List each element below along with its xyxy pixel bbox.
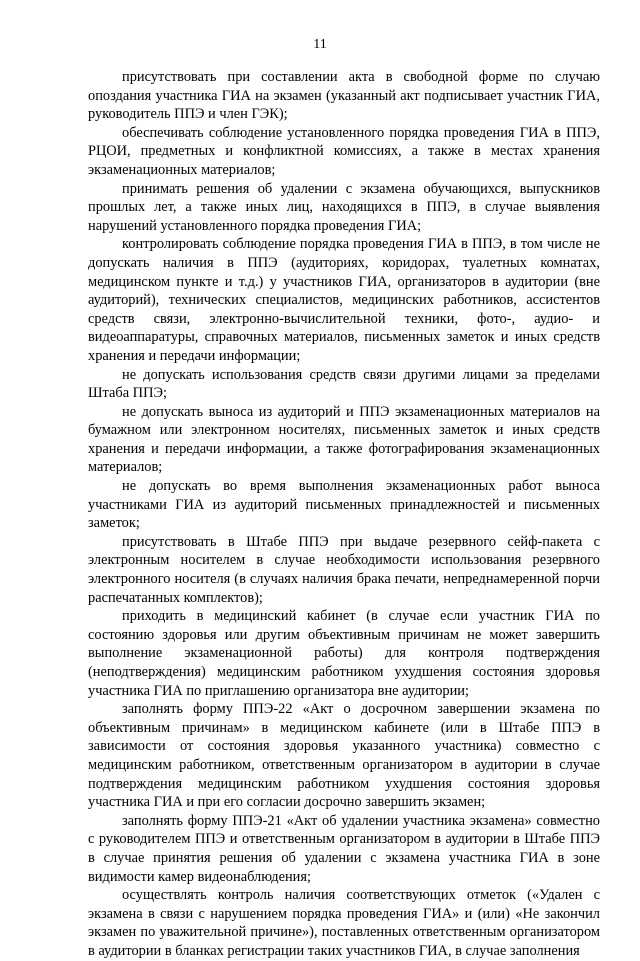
body-text <box>88 68 600 961</box>
paragraph: не допускать во время выполнения экзаменационных работ выноса участниками ГИА из аудиторий письменных принадлежностей и письменных заметок; <box>88 478 600 532</box>
paragraph: присутствовать при составлении акта в свободной форме по случаю опоздания участника ГИА на экзамен (указанный акт подписывает участник ГИА, руководитель ППЭ и член ГЭК); <box>88 69 600 123</box>
paragraph: принимать решения об удалении с экзамена обучающихся, выпускников прошлых лет, а также иных лиц, находящихся в ППЭ, в случае выявления нарушений установленного порядка проведения ГИА; <box>88 180 600 234</box>
paragraph: не допускать использования средств связи другими лицами за пределами Штаба ППЭ; <box>88 366 600 402</box>
paragraph: не допускать выноса из аудиторий и ППЭ экзаменационных материалов на бумажном или электронном носителях, письменных заметок и иных средств хранения и передачи информации, а также фотографирования экзаменационных материалов; <box>88 403 600 476</box>
paragraph: приходить в медицинский кабинет (в случае если участник ГИА по состоянию здоровья или другим объективным причинам не может завершить выполнение экзаменационной работы) для контроля подтверждения (неподтверждения) медицинским работником ухудшения состояния здоровья участника ГИА по приглашению организатора вне аудитории; <box>88 608 600 699</box>
paragraph: заполнять форму ППЭ-21 «Акт об удалении участника экзамена» совместно с руководителем ППЭ и ответственным организатором в аудитории в Штабе ППЭ в случае принятия решения об удалении с экзамена участника ГИА в зоне видимости камер видеонаблюдения; <box>88 812 600 885</box>
paragraph: обеспечивать соблюдение установленного порядка проведения ГИА в ППЭ, РЦОИ, предметных и конфликтной комиссиях, а также в местах хранения экзаменационных материалов; <box>88 124 600 178</box>
page-number: 11 <box>313 37 327 52</box>
paragraph: присутствовать в Штабе ППЭ при выдаче резервного сейф-пакета с электронным носителем в случае необходимости использования резервного электронного носителя (в случаях наличия брака печати, непреднамеренной порчи распечатанных комплектов); <box>88 533 600 606</box>
paragraph: осуществлять контроль наличия соответствующих отметок («Удален с экзамена в связи с нарушением порядка проведения ГИА» и (или) «Не закончил экзамен по уважительной причине»), поставленных ответственным организатором в аудитории в бланках регистрации таких участников ГИА, в случае заполнения <box>88 887 600 959</box>
paragraph: контролировать соблюдение порядка проведения ГИА в ППЭ, в том числе не допускать наличия в ППЭ (аудиториях, коридорах, туалетных комнатах, медицинском пункте и т.д.) у участников ГИА, организаторов в аудитории (вне аудиторий), технических специалистов, медицинских работников, ассистентов средств связи, электронно-вычислительной техники, фото-, аудио- и видеоаппаратуры, справочных материалов, письменных заметок и иных средств хранения и передачи информации; <box>88 236 600 364</box>
paragraph: заполнять форму ППЭ-22 «Акт о досрочном завершении экзамена по объективным причинам» в медицинском кабинете (или в Штабе ППЭ в зависимости от состояния здоровья указанного участника) совместно с медицинским работником, ответственным организатором в аудитории в случае подтверждения медицинским работником ухудшения состояния здоровья участника ГИА и при его согласии досрочно завершить экзамен; <box>88 701 600 811</box>
